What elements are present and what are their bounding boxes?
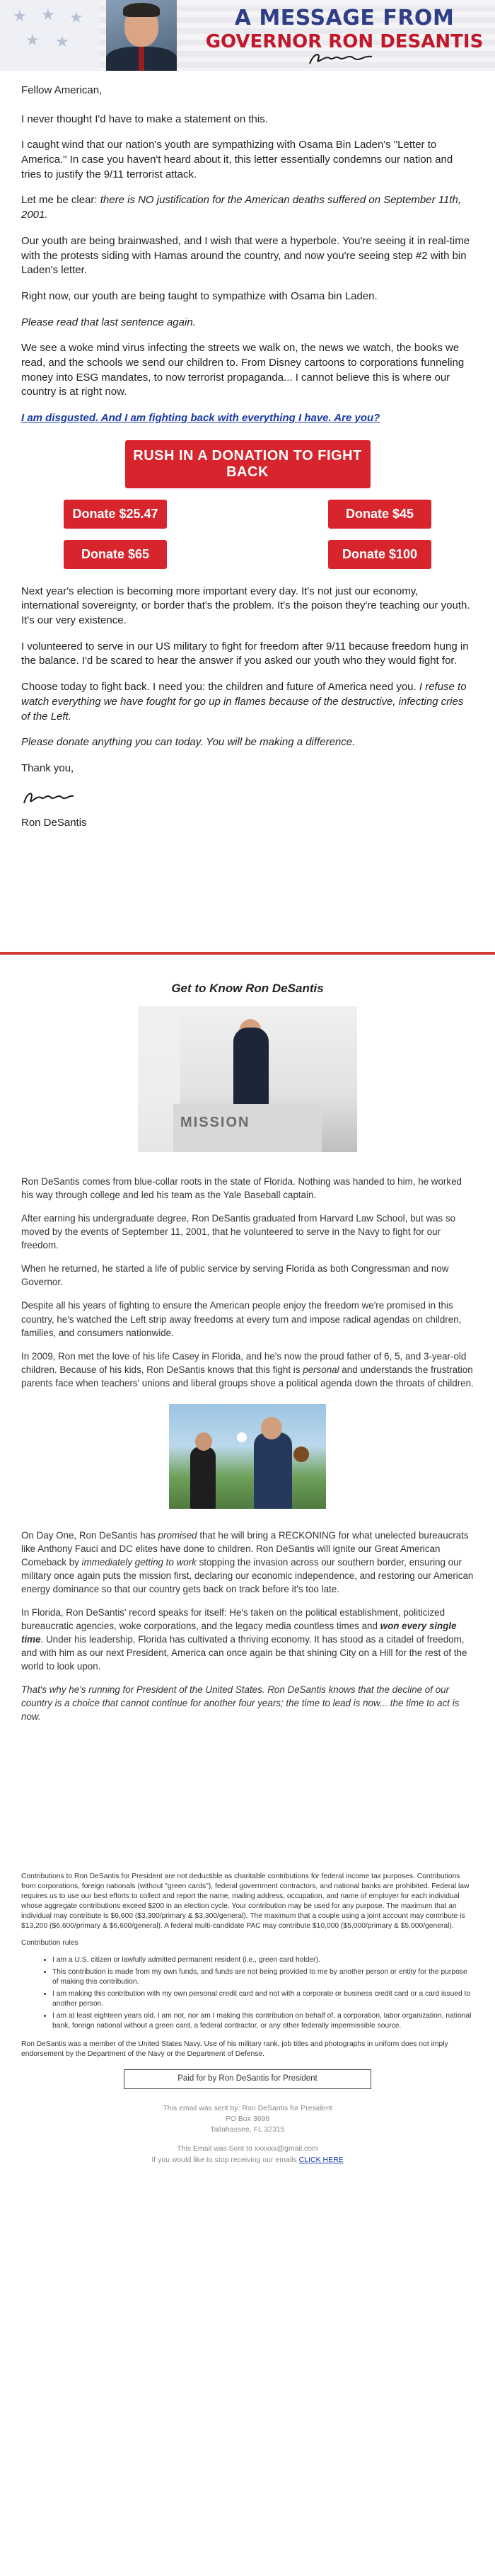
letter-paragraph — [21, 193, 474, 222]
emphasis-text: I refuse to watch everything we have fought for go up in flames because of the destructive, infecting cries of the Left. — [21, 681, 467, 723]
emphasis-text: won every single time — [21, 1620, 457, 1645]
bio-paragraph: When he returned, he started a life of public service by serving Florida as both Congressman and now Governor. — [21, 1263, 449, 1288]
signature — [21, 788, 76, 809]
text-span: In 2009, Ron met the love of his life Casey in Florida, and he's now the proud father of 6, 5, and 3-year-old children. Because of his kids, Ron DeSantis knows that this fight is — [21, 1350, 467, 1375]
star-icon: ★ — [55, 33, 69, 50]
email-footer — [0, 2103, 495, 2166]
bio-paragraph: Despite all his years of fighting to ensure the American people enjoy the freedom we're promised in this country, he's watched the Left strip away freedoms at every turn and impose radical agendas on children, families, and consumers nationwide. — [21, 1300, 462, 1338]
paid-for-box: Paid for by Ron DeSantis for President — [124, 2069, 371, 2089]
bio-paragraph: That's why he's running for President of the United States. Ron DeSantis knows that the decline of our country is a choice that cannot continue for another four years; the time to lead is now... the time to act is now. — [21, 1684, 460, 1723]
text-span: that he will bring a RECKONING for what unelected bureaucrats like Anthony Fauci and DC elites have done to children. Ron DeSantis will ignite our Great American Comeback by — [21, 1529, 469, 1568]
letter-paragraph: Please donate anything you can today. You will be making a difference. — [21, 736, 356, 749]
letter-paragraph — [21, 680, 474, 724]
rule-item: • I am at least eighteen years old. I am not, nor am I making this contribution on behalf of, a corporation, labor organization, national bank, foreign national without a green card, a federal contractor, or any other federally impermissible source. — [52, 2011, 474, 2031]
flag-corner — [0, 0, 99, 71]
letter-paragraph: I never thought I'd have to make a statement on this. — [21, 113, 268, 125]
letter-paragraph: We see a woke mind virus infecting the streets we walk on, the news we watch, the books we read, and the schools we send our children to. From Disney cartoons to corporations funneling money into ESG mandates, to now terrorist propaganda... I cannot believe this is where our country is at right now. — [21, 342, 465, 398]
donate-45-button[interactable]: Donate $45 — [328, 500, 431, 529]
closing: Thank you, — [21, 761, 74, 774]
header-banner — [0, 0, 495, 71]
bio-paragraph — [21, 1529, 474, 1596]
letter-body — [21, 71, 474, 830]
text-span: Let me be clear: — [21, 194, 100, 207]
letter-paragraph: Please read that last sentence again. — [21, 316, 196, 328]
text-span: . Under his leadership, Florida has cultivated a thriving economy. It has stood as a citadel of freedom, and with him as our next President, America can once again be that shining City on a Hill for the rest of the world to look upon. — [21, 1633, 467, 1672]
podium-text: MISSION — [180, 1115, 250, 1131]
bio-title: Get to Know Ron DeSantis — [171, 982, 324, 996]
letter-paragraph: I caught wind that our nation's youth are sympathizing with Osama Bin Laden's "Letter to America." In case you haven't heard about it, this letter essentially condemns our nation and tries to justify the 9/11 terrorist attack. — [21, 139, 453, 180]
sent-by: This email was sent by: Ron DeSantis for President — [163, 2103, 332, 2112]
letter-paragraph: I volunteered to serve in our US military to fight for freedom after 9/11 because freedom hung in the balance. I'd be scared to hear the answer if you asked our youth who they would fight for. — [21, 640, 469, 667]
sent-to: This Email was Sent to xxxxxx@gmail.com — [177, 2144, 318, 2154]
donate-block — [21, 440, 474, 569]
bio-paragraph: After earning his undergraduate degree, Ron DeSantis graduated from Harvard Law School, but was so moved by the events of September 11, 2001, that he volunteered to serve in the Navy to fight for our freedom. — [21, 1213, 456, 1251]
donate-row-2 — [64, 540, 431, 569]
letter-paragraph: Right now, our youth are being taught to sympathize with Osama bin Laden. — [21, 289, 378, 302]
text-span: Choose today to fight back. I need you: the children and future of America need you. — [21, 681, 419, 694]
bio-paragraph — [21, 1606, 474, 1673]
rush-donation-button[interactable]: RUSH IN A DONATION TO FIGHT BACK — [125, 440, 371, 488]
donate-25-47-button[interactable]: Donate $25.47 — [64, 500, 167, 529]
bio-section — [21, 982, 474, 1723]
rule-item: • I am making this contribution with my own personal credit card and not with a corporate or business credit card or a card issued to another person. — [52, 1989, 474, 2009]
cta-link[interactable]: I am disgusted. And I am fighting back with everything I have. Are you? — [21, 412, 380, 424]
text-span: In Florida, Ron DeSantis' record speaks for itself: He's taken on the political establishment, politicized bureaucratic agencies, woke corporations, and the legacy media countless times and — [21, 1606, 446, 1631]
letter-paragraph: Next year's election is becoming more important every day. It's not just our economy, international sovereignty, or border that's the problem. It's the poison they're teaching our youth. It's our very existence. — [21, 585, 470, 627]
legal-disclaimer — [21, 1872, 474, 2089]
letter-paragraph: Our youth are being brainwashed, and I wish that were a hyperbole. You're seeing it in real-time with the protests siding with Hamas around the country, and now you're seeing step #2 with bin Laden's letter. — [21, 234, 470, 277]
signer-name: Ron DeSantis — [21, 816, 87, 829]
star-icon: ★ — [25, 31, 40, 49]
rules-list — [21, 1955, 474, 2031]
governor-portrait — [106, 0, 177, 71]
baseball-photo — [169, 1404, 326, 1509]
emphasis-text: immediately getting to work — [81, 1556, 197, 1568]
donate-100-button[interactable]: Donate $100 — [328, 540, 431, 569]
bio-paragraph: Ron DeSantis comes from blue-collar roots in the state of Florida. Nothing was handed to him, he worked his way through college and led his team as the Yale Baseball captain. — [21, 1176, 462, 1201]
city-line: Tallahassee, FL 32315 — [210, 2125, 285, 2134]
emphasis-text: promised — [158, 1529, 197, 1541]
rules-title: Contribution rules — [21, 1939, 78, 1948]
text-span: On Day One, Ron DeSantis has — [21, 1529, 158, 1541]
rule-item: • I am a U.S. citizen or lawfully admitted permanent resident (i.e., green card holder). — [52, 1955, 474, 1965]
star-icon: ★ — [13, 7, 27, 25]
unsubscribe-line — [0, 2155, 495, 2166]
header-line-2: GOVERNOR RON DESANTIS — [205, 31, 484, 52]
star-icon: ★ — [41, 6, 55, 23]
unsubscribe-link[interactable]: CLICK HERE — [298, 2155, 344, 2164]
speech-photo — [138, 1006, 357, 1152]
bio-paragraph — [21, 1350, 474, 1390]
header-signature — [304, 50, 389, 68]
star-icon: ★ — [69, 8, 83, 26]
section-divider — [0, 952, 495, 955]
text-span: and understands the frustration parents face when teachers' unions and liberal groups shove a political agenda down the throats of children. — [21, 1364, 474, 1388]
emphasis-text: personal — [303, 1364, 339, 1375]
navy-notice: Ron DeSantis was a member of the United States Navy. Use of his military rank, job titles and photographs in uniform does not imply endorsement by the Department of the Navy or the Department of Defense. — [21, 2040, 448, 2059]
po-box: PO Box 3696 — [225, 2114, 270, 2123]
rule-item: • This contribution is made from my own funds, and funds are not being provided to me by another person or entity for the purpose of making this contribution. — [52, 1967, 474, 1987]
text-span: stopping the invasion across our southern border, ensuring our military once again puts the mission first, declaring our economic independence, and restoring our American energy dominance so that our country gets back on track before it's too late. — [21, 1556, 474, 1594]
cta-paragraph — [21, 411, 474, 426]
salutation: Fellow American, — [21, 84, 103, 96]
disclaimer-paragraph: Contributions to Ron DeSantis for President are not deductible as charitable contributions for federal income tax purposes. Contributions from corporations, foreign nationals (without "green cards"), federal government contractors, and national banks are prohibited. Federal law requires us to use our best efforts to collect and report the name, mailing address, occupation, and name of employer for each individual whose aggregate contributions exceed $200 in an election cycle. Your contribution may be used for any purpose. The maximum that an individual may contribute is $6,600 ($3,300/primary & $3,300/general). The maximum that a couple using a joint account may contribute is $13,200 ($6,600/primary & $6,600/general). A federal multi-candidate PAC may contribute $10,000 ($5,000/primary & $5,000/general). — [21, 1873, 470, 1931]
emphasis-text: there is NO justification for the American deaths suffered on September 11th, 2001. — [21, 194, 461, 222]
donate-65-button[interactable]: Donate $65 — [64, 540, 167, 569]
header-line-1: A MESSAGE FROM — [234, 6, 455, 30]
text-span: If you would like to stop receiving our emails — [151, 2155, 299, 2164]
donate-row-1 — [64, 500, 431, 529]
